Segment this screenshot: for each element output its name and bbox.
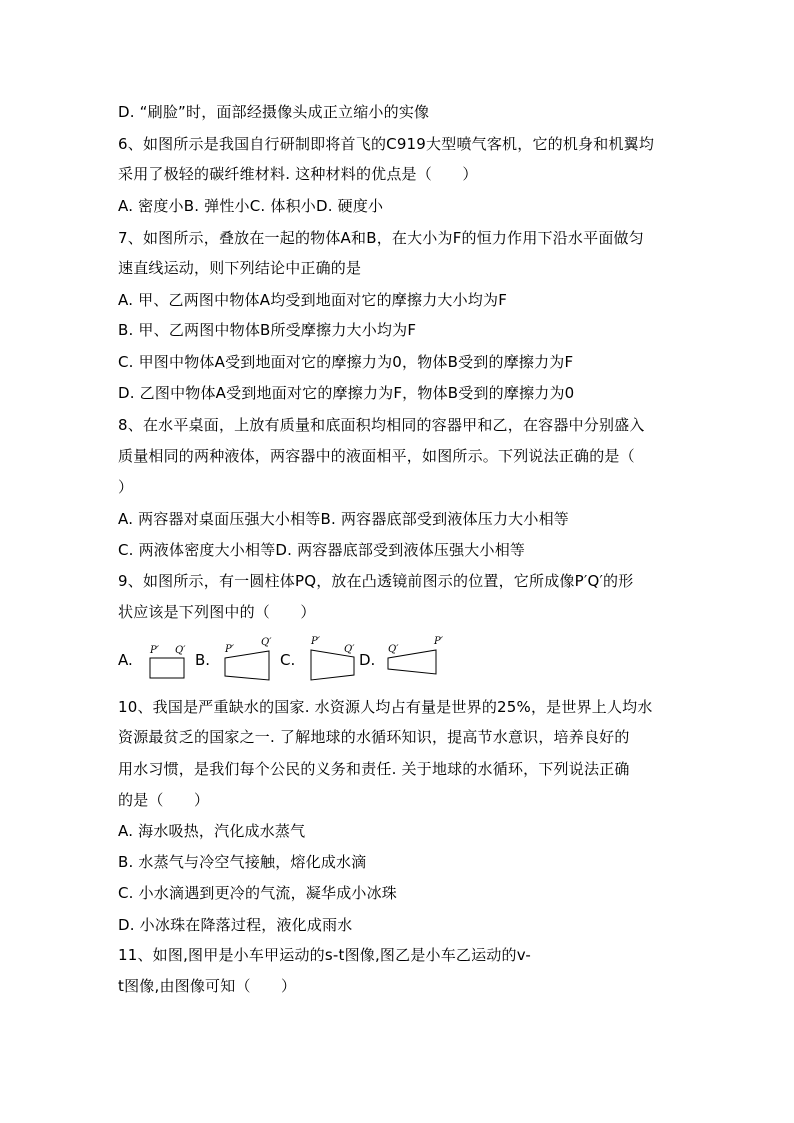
q9-a-q-label: Q′ [175, 645, 186, 656]
q10-option-c: C. 小水滴遇到更冷的气流，凝华成小冰珠 [118, 884, 398, 902]
q11-stem-line1: 11、如图,图甲是小车甲运动的s-t图像,图乙是小车乙运动的v- [118, 946, 532, 964]
q9-d-p-label: P′ [434, 636, 443, 647]
q9-a-p-label: P′ [150, 645, 159, 656]
q8-options-ab: A. 两容器对桌面压强大小相等B. 两容器底部受到液体压力大小相等 [118, 510, 569, 528]
q10-stem-line3: 用水习惯，是我们每个公民的义务和责任. 关于地球的水循环，下列说法正确 [118, 760, 630, 778]
q9-d-q-label: Q′ [388, 644, 399, 655]
q8-options-cd: C. 两液体密度大小相等D. 两容器底部受到液体压强大小相等 [118, 541, 526, 559]
q9-option-d-label: D. [359, 651, 376, 669]
q6-stem-line2: 采用了极轻的碳纤维材料. 这种材料的优点是（ ） [118, 165, 478, 183]
q7-option-a: A. 甲、乙两图中物体A均受到地面对它的摩擦力大小均为F [118, 291, 508, 309]
q9-option-d-figure [388, 636, 443, 682]
q10-stem-line2: 资源最贫乏的国家之一. 了解地球的水循环知识，提高节水意识，培养良好的 [118, 728, 630, 746]
q7-stem-line1: 7、如图所示，叠放在一起的物体A和B，在大小为F的恒力作用下沿水平面做匀 [118, 229, 644, 247]
q9-option-a-label: A. [118, 651, 133, 669]
q11-stem-line2: t图像,由图像可知（ ） [118, 977, 297, 995]
q9-option-b-figure [222, 637, 272, 682]
q9-stem-line1: 9、如图所示，有一圆柱体PQ，放在凸透镜前图示的位置，它所成像P′Q′的形 [118, 572, 634, 590]
q9-option-b-label: B. [195, 651, 211, 669]
q9-c-p-label: P′ [311, 636, 320, 647]
q7-stem-line2: 速直线运动，则下列结论中正确的是 [118, 259, 362, 277]
q9-b-p-label: P′ [225, 644, 234, 655]
q10-option-b: B. 水蒸气与冷空气接触，熔化成水滴 [118, 853, 367, 871]
q6-stem-line1: 6、如图所示是我国自行研制即将首飞的C919大型喷气客机，它的机身和机翼均 [118, 135, 655, 153]
q7-option-c: C. 甲图中物体A受到地面对它的摩擦力为0，物体B受到的摩擦力为F [118, 353, 574, 371]
q8-stem-line1: 8、在水平桌面，上放有质量和底面积均相同的容器甲和乙，在容器中分别盛入 [118, 416, 645, 434]
q10-option-a: A. 海水吸热，汽化成水蒸气 [118, 822, 306, 840]
q7-option-b: B. 甲、乙两图中物体B所受摩擦力大小均为F [118, 321, 417, 339]
q6-options: A. 密度小B. 弹性小C. 体积小D. 硬度小 [118, 197, 384, 215]
q9-option-c-figure [308, 636, 355, 682]
q9-b-q-label: Q′ [261, 637, 272, 648]
q9-c-q-label: Q′ [344, 644, 355, 655]
q10-stem-line1: 10、我国是严重缺水的国家. 水资源人均占有量是世界的25%，是世界上人均水 [118, 698, 653, 716]
q10-stem-line4: 的是（ ） [118, 791, 210, 809]
q5-option-d: D. “刷脸”时，面部经摄像头成正立缩小的实像 [118, 103, 430, 121]
q7-option-d: D. 乙图中物体A受到地面对它的摩擦力为F，物体B受到的摩擦力为0 [118, 384, 575, 402]
q9-option-a-figure [148, 640, 192, 682]
q9-figure-options [118, 636, 458, 682]
q10-option-d: D. 小冰珠在降落过程，液化成雨水 [118, 916, 353, 934]
q8-stem-line3: ） [118, 478, 134, 496]
q8-stem-line2: 质量相同的两种液体，两容器中的液面相平，如图所示。下列说法正确的是（ [118, 447, 635, 465]
q9-option-c-label: C. [280, 651, 296, 669]
q9-stem-line2: 状应该是下列图中的（ ） [118, 603, 316, 621]
